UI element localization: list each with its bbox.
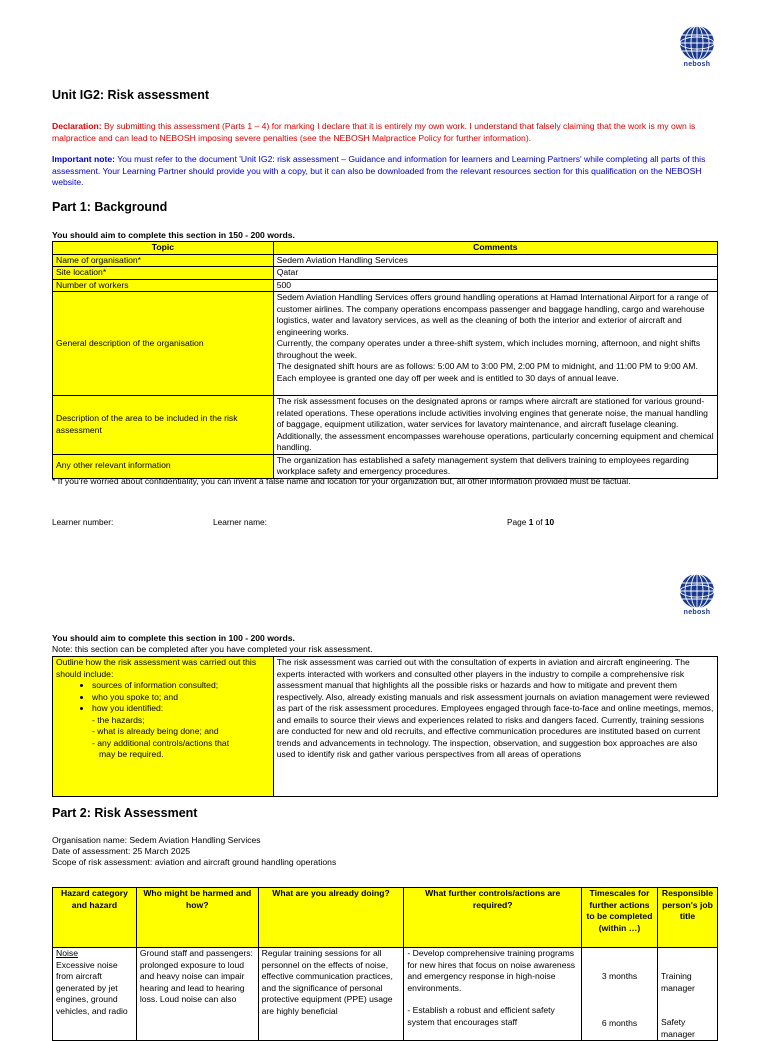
nebosh-logo [675,24,719,68]
method-answer: The risk assessment was carried out with the consultation of experts in aviation and aircraft engineering. The experts interacted with workers and consulted other players in the industry to compile a comprehensive risk assessment manual that highlights all the possible risks or hazards and how to mitigate and prevent them respectively. Also, already existing manuals and risk assessment journals on aviation management were reviewed as part of the risk assessment procedures. Employees engaged through face-to-face and online meetings, memos, and emails to source their views and experiences related to risks and dangers faced. Currently, training sessions are conducted for new and old recruits, and effective communication procedures are instituted based on current trends and advancements in technology. The inspection, observation, and suggestion box approaches are also used to identify risk and gather various perspectives from all areas of operations [273,657,717,797]
page-total: 10 [544,517,555,527]
declaration-text: By submitting this assessment (Parts 1 – 4) for marking I declare that it is entirely my own work. I understand that falsely claiming that the work is my own is malpractice and can lead to NEBOSH imposing severe penalties (see the NEBOSH Malpractice Policy for further information). [52,121,696,143]
hazard-header: Hazard category and hazard [53,888,137,948]
part2-heading: Part 2: Risk Assessment [52,806,198,820]
topic-header: Topic [53,242,274,255]
page-of: of [533,517,545,527]
comment-area: The risk assessment focuses on the designated aprons or ramps where aircraft are stationed for various ground-related operations. These operations include activities involving engines that generate noise, the manual handling of baggage, equipment utilization, water services for lavatory maintenance, and aircraft fuselage cleaning. Additionally, the assessment encompasses warehouse operations, particularly concerning equipment and chemical handling. [273,396,717,455]
bullet-who: • who you spoke to; and [92,692,270,704]
logo-text: nebosh [683,61,711,68]
timescale-2: 6 months [601,1017,638,1028]
method-intro: Outline how the risk assessment was carried out this should include: [56,657,257,679]
declaration [52,121,722,144]
responsible-cell [657,948,717,1041]
page-number [507,517,554,527]
hazard-cell [53,948,137,1041]
timescale-1: 3 months [601,971,638,981]
responsible-header: Responsible person's job title [657,888,717,948]
comments-header: Comments [273,242,717,255]
nebosh-logo-page2 [675,572,719,616]
bullet-how: • how you identified: [92,703,270,715]
page-title: Unit IG2: Risk assessment [52,88,210,102]
important-text: You must refer to the document 'Unit IG2: risk assessment – Guidance and information for learners and Learning Partners' while completing all parts of this assessment. Your Learning Partner should provide you with a copy, but it can also be downloaded from the relevant resources section for this qualification on the NEBOSH website. [52,154,706,187]
date-line: Date of assessment: 25 March 2025 [52,846,191,856]
further-header: What further controls/actions are required? [404,888,582,948]
topic-general: General description of the organisation [53,292,274,396]
important-label: Important note: [52,154,116,164]
responsible-1: Training manager [660,971,695,993]
doing-cell: Regular training sessions for all personnel on the effects of noise, effective communication practices, and the significance of personal protective equipment (PPE) usage are highly beneficial [258,948,404,1041]
topic-workers: Number of workers [53,279,274,292]
comment-general: Sedem Aviation Handling Services offers ground handling operations at Hamad International Airport for a range of customer airlines. The company operations encompass passenger and baggage handling, cargo and warehouse logistics, water and lavatory services, as well as the cleaning of both the interior and exterior of aircraft and engineering works. Currently, the company operates under a three-shift system, which includes morning, afternoon, and night shifts throughout the week. The designated shift hours are as follows: 5:00 AM to 3:00 PM, 2:00 PM to midnight, and 11:00 PM to 9:00 AM. Each employee is granted one day off per week and is entitled to 30 days of annual leave. [273,292,717,396]
comment-site: Qatar [273,267,717,280]
important-note [52,154,722,189]
part1-aim: You should aim to complete this section in 150 - 200 words. [52,230,295,240]
further-action-2: - Establish a robust and efficient safety system that encourages staff [407,1005,555,1027]
learner-number-label: Learner number: [52,517,114,527]
subitem-controls-cont: may be required. [99,749,164,759]
confidentiality-footnote: * If you're worried about confidentiality, you can invent a false name and location for your organization but, all other information provided must be factual. [52,476,631,486]
comment-workers: 500 [273,279,717,292]
background-table [52,241,718,479]
method-prompt [53,657,274,797]
subitem-doing: - what is already being done; and [92,726,219,736]
topic-site: Site location* [53,267,274,280]
timescales-header: Timescales for further actions to be completed (within …) [582,888,658,948]
method-table [52,656,718,797]
comment-other: The organization has established a safety management system that delivers training to employees regarding workplace safety and emergency procedures. [273,454,717,478]
comment-org-name: Sedem Aviation Handling Services [273,254,717,267]
part1-heading: Part 1: Background [52,200,168,214]
timescale-cell [582,948,658,1041]
org-name-line: Organisation name: Sedem Aviation Handling Services [52,835,261,845]
further-action-1: - Develop comprehensive training programs for new hires that focus on noise awareness and emergency response in high-noise environments. [407,948,576,993]
subitem-hazards: - the hazards; [92,714,145,725]
subitem-controls: - any additional controls/actions that [92,737,230,748]
hazard-text: Excessive noise from aircraft generated by jet engines, ground vehicles, and radio [56,959,128,1016]
page-current: 1 [528,517,534,527]
who-header: Who might be harmed and how? [136,888,258,948]
topic-org-name: Name of organisation* [53,254,274,267]
nebosh-globe-icon [678,572,716,610]
risk-table [52,887,718,1041]
doing-header: What are you already doing? [258,888,404,948]
nebosh-globe-icon [678,24,716,62]
learner-name-label: Learner name: [213,517,267,527]
scope-line: Scope of risk assessment: aviation and aircraft ground handling operations [52,857,337,867]
bullet-sources: • sources of information consulted; [92,680,270,692]
part1b-note: Note: this section can be completed after you have completed your risk assessment. [52,644,373,654]
topic-area: Description of the area to be included in the risk assessment [53,396,274,455]
declaration-label: Declaration: [52,121,102,131]
responsible-2: Safety manager [660,1017,695,1039]
hazard-category: Noise [56,948,78,958]
who-cell: Ground staff and passengers: prolonged exposure to loud and heavy noise can impair hearing and lead to hearing loss. Loud noise can also [136,948,258,1041]
topic-other: Any other relevant information [53,454,274,478]
further-cell [404,948,582,1041]
page-prefix: Page [507,517,529,527]
logo-text: nebosh [683,609,711,616]
part1b-aim: You should aim to complete this section in 100 - 200 words. [52,633,295,643]
